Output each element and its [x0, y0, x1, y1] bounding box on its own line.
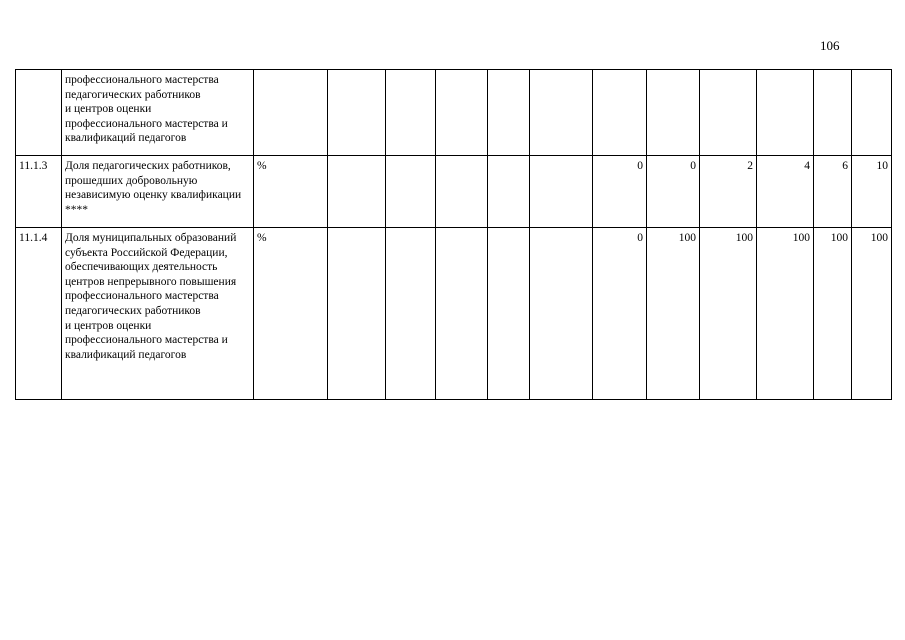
value-cell: 2 [700, 156, 757, 228]
table-row [16, 228, 892, 400]
table-row [16, 70, 892, 156]
value-cell: 0 [593, 156, 647, 228]
table-row [16, 156, 892, 228]
indicators-table [15, 69, 892, 400]
indicator-number-cell: 11.1.4 [16, 228, 62, 400]
value-cell: 0 [647, 156, 700, 228]
value-cell [530, 70, 593, 156]
value-cell [530, 156, 593, 228]
value-cell: 100 [757, 228, 814, 400]
value-cell: 100 [647, 228, 700, 400]
value-cell [328, 228, 386, 400]
value-cell [328, 156, 386, 228]
indicator-name-cell: Доля муниципальных образований субъекта Российской Федерации, обеспечивающих деятельность центров непрерывного повышения профессионального мастерства педагогических работников и центров оценки профессионального мастерства и квалификаций педагогов [62, 228, 254, 400]
value-cell [814, 70, 852, 156]
value-cell: 100 [700, 228, 757, 400]
value-cell [852, 70, 892, 156]
value-cell [488, 228, 530, 400]
value-cell [386, 156, 436, 228]
value-cell [530, 228, 593, 400]
value-cell: 100 [852, 228, 892, 400]
unit-cell: % [254, 156, 328, 228]
value-cell: 4 [757, 156, 814, 228]
indicator-number-cell: 11.1.3 [16, 156, 62, 228]
value-cell [593, 70, 647, 156]
indicator-name-cell: Доля педагогических работников, прошедших добровольную независимую оценку квалификации **** [62, 156, 254, 228]
indicator-number-cell [16, 70, 62, 156]
value-cell: 6 [814, 156, 852, 228]
unit-cell [254, 70, 328, 156]
value-cell: 10 [852, 156, 892, 228]
value-cell [328, 70, 386, 156]
value-cell [436, 156, 488, 228]
unit-cell: % [254, 228, 328, 400]
value-cell [488, 156, 530, 228]
value-cell [757, 70, 814, 156]
value-cell [436, 70, 488, 156]
value-cell [647, 70, 700, 156]
value-cell [488, 70, 530, 156]
value-cell [386, 70, 436, 156]
value-cell: 100 [814, 228, 852, 400]
indicator-name-cell: профессионального мастерства педагогических работников и центров оценки профессионального мастерства и квалификаций педагогов [62, 70, 254, 156]
value-cell: 0 [593, 228, 647, 400]
value-cell [700, 70, 757, 156]
value-cell [436, 228, 488, 400]
value-cell [386, 228, 436, 400]
page-number: 106 [820, 38, 840, 53]
